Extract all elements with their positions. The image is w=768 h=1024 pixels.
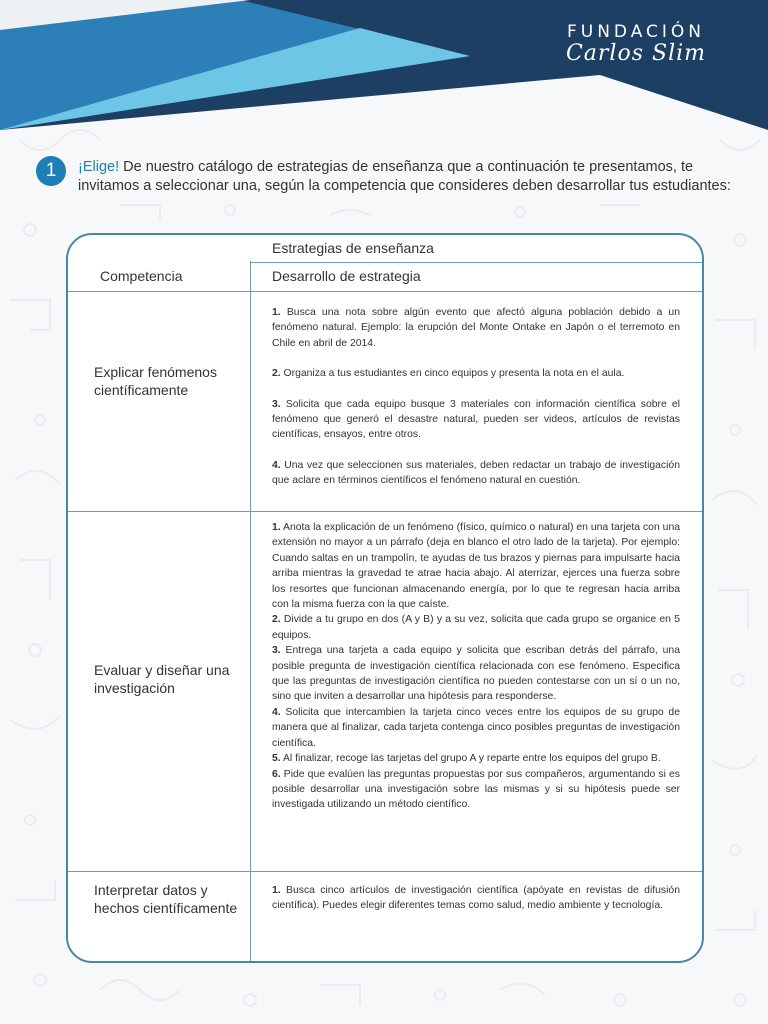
column-header-competencia: Competencia — [100, 268, 183, 284]
strategy-step: 3. Entrega una tarjeta a cada equipo y solicita que escriban detrás del párrafo, una posible pregunta de investigación científica relacionada con ese fenómeno. Especifica que las preguntas de investigación científica no pueden contestarse con un sí o un no, sino que inviten a desarrollar una hipótesis para responderse. — [272, 645, 680, 703]
brand-logo — [556, 22, 716, 66]
brand-name: FUNDACIÓN — [566, 22, 706, 42]
strategy-step: 5. Al finalizar, recoge las tarjetas del grupo A y reparte entre los equipos del grupo B. — [272, 753, 661, 765]
intro-text: De nuestro catálogo de estrategias de enseñanza que a continuación te presentamos, te invitamos a seleccionar una, según la competencia que consideres deben desarrollar tus estudiantes: — [78, 159, 731, 194]
step-number-badge: 1 — [36, 156, 66, 186]
column-header-desarrollo: Desarrollo de estrategia — [272, 268, 421, 284]
header-banner — [0, 0, 768, 140]
column-divider — [250, 261, 251, 963]
divider — [68, 511, 702, 512]
strategy-cell — [272, 305, 680, 489]
strategy-cell — [272, 883, 680, 914]
divider — [68, 871, 702, 872]
strategy-step: 4. Solicita que intercambien la tarjeta cinco veces entre los equipos de su grupo de manera que al finalizar, cada tarjeta contenga cinco posibles preguntas de investigación científica. — [272, 706, 680, 749]
strategies-table — [66, 233, 704, 963]
strategy-cell — [272, 520, 680, 813]
table-header-row — [68, 263, 702, 291]
strategy-step: 1. Anota la explicación de un fenómeno (físico, químico o natural) en una tarjeta con una extensión no mayor a un párrafo (deja en blanco el otro lado de la tarjeta). Por ejemplo: Cuando saltas en un trampolín, te ayudas de tus brazos y piernas para impulsarte hacia arriba mientras la gravedad te atrae hacia abajo. Al aterrizar, ejerces una fuerza sobre los resortes que funcionan almacenando energía, por lo que te regresan hacia arriba con la misma fuerza con la que caíste. — [272, 522, 680, 611]
strategy-step: 3. Solicita que cada equipo busque 3 materiales con información científica sobre el fenómeno que generó el desastre natural, pueden ser videos, artículos de revistas científicas, ensayos, entre otros. — [272, 398, 680, 441]
strategy-step: 2. Divide a tu grupo en dos (A y B) y a su vez, solicita que cada grupo se organice en 5 equipos. — [272, 614, 680, 641]
strategy-step: 1. Busca una nota sobre algún evento que afectó alguna población debido a un fenómeno natural. Ejemplo: la erupción del Monte Ontake en Japón o el terremoto en Chile en abril de 2014. — [272, 307, 680, 349]
intro-paragraph — [78, 158, 748, 196]
table-title-row — [68, 235, 702, 263]
strategy-step: 4. Una vez que seleccionen sus materiales, deben redactar un trabajo de investigación que aclare en términos científicos el fenómeno natural en cuestión. — [272, 459, 680, 487]
brand-signature: Carlos Slim — [565, 41, 707, 66]
strategy-step: 1. Busca cinco artículos de investigación científica (apóyate en revistas de difusión científica). Puedes elegir diferentes temas como salud, medio ambiente y tecnología. — [272, 885, 680, 912]
intro-highlight: ¡Elige! — [78, 159, 120, 175]
competencia-cell: Explicar fenómenos científicamente — [94, 364, 217, 398]
strategy-step: 6. Pide que evalúen las preguntas propuestas por sus compañeros, argumentando si es posible desarrollar una investigación sobre las mismas y si su hipótesis puede ser investigada utilizando un método científico. — [272, 768, 680, 811]
strategy-step: 2. Organiza a tus estudiantes en cinco equipos y presenta la nota en el aula. — [272, 368, 625, 380]
competencia-cell: Evaluar y diseñar una investigación — [94, 662, 230, 696]
table-title: Estrategias de enseñanza — [272, 240, 434, 256]
divider — [68, 291, 702, 292]
competencia-cell: Interpretar datos y hechos científicamente — [94, 882, 238, 916]
